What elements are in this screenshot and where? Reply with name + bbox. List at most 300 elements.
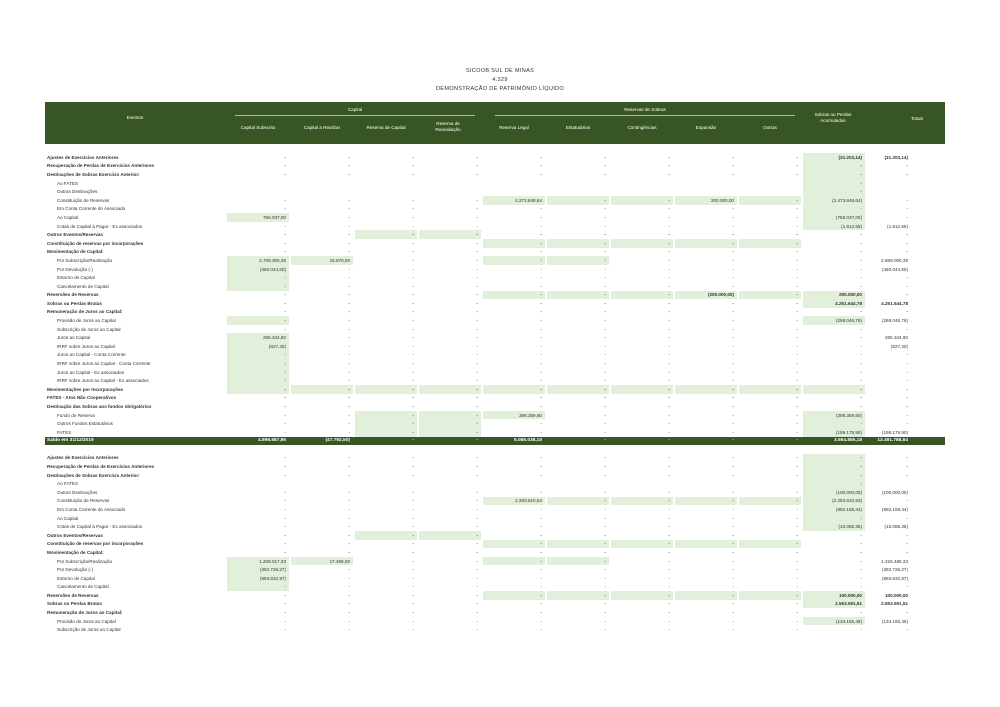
table-row: [45, 316, 945, 325]
value-cell: -: [284, 232, 286, 238]
value-cell: -: [796, 343, 798, 349]
value-cell: -: [412, 584, 414, 590]
value-cell: -: [668, 232, 670, 238]
table-row: [45, 583, 945, 592]
value-cell: -: [739, 196, 801, 205]
value-cell: -: [476, 515, 478, 521]
value-cell: -: [412, 601, 414, 607]
value-cell: -: [284, 197, 286, 203]
value-cell: -: [732, 369, 734, 375]
value-cell: -: [540, 309, 542, 315]
event-label: Remuneração de Juros ao Capital:: [47, 309, 123, 315]
value-cell: -: [284, 601, 286, 607]
value-cell: (268.046,76): [881, 318, 908, 324]
value-cell: -: [732, 326, 734, 332]
value-cell: -: [604, 463, 606, 469]
value-cell: -: [796, 395, 798, 401]
value-cell: -: [284, 541, 286, 547]
value-cell: -: [348, 567, 350, 573]
value-cell: -: [668, 343, 670, 349]
event-label: Recuperação de Perdas de Exercícios Anteriores: [47, 163, 155, 169]
value-cell: (2.473.848,64): [803, 196, 865, 205]
value-cell: -: [668, 369, 670, 375]
value-cell: -: [732, 171, 734, 177]
value-cell: -: [860, 335, 862, 341]
value-cell: [291, 179, 353, 188]
value-cell: -: [284, 524, 286, 530]
value-cell: -: [412, 197, 414, 203]
value-cell: -: [796, 601, 798, 607]
value-cell: -: [668, 361, 670, 367]
value-cell: [227, 479, 289, 488]
value-cell: 2.553.591,51: [803, 600, 865, 609]
table-row: [45, 162, 945, 171]
value-cell: -: [860, 343, 862, 349]
value-cell: -: [476, 455, 478, 461]
value-cell: (268.046,76): [803, 316, 865, 325]
value-cell: -: [796, 318, 798, 324]
value-cell: -: [906, 283, 908, 289]
value-cell: -: [732, 223, 734, 229]
value-cell: -: [604, 249, 606, 255]
value-cell: -: [604, 412, 606, 418]
value-cell: -: [483, 557, 545, 566]
event-label: Juros ao Capital: [57, 335, 91, 341]
table-row: [45, 308, 945, 317]
value-cell: [355, 479, 417, 488]
value-cell: -: [284, 627, 286, 633]
event-label: IRRF sobre Juros ao Capital: [57, 343, 115, 349]
value-cell: -: [540, 421, 542, 427]
value-cell: (993.832,97): [227, 574, 289, 583]
value-cell: -: [668, 532, 670, 538]
value-cell: -: [476, 206, 478, 212]
value-cell: -: [668, 378, 670, 384]
value-cell: -: [906, 232, 908, 238]
value-cell: -: [227, 359, 289, 368]
value-cell: -: [604, 601, 606, 607]
value-cell: -: [668, 438, 670, 444]
value-cell: -: [860, 361, 862, 367]
value-cell: -: [860, 584, 862, 590]
value-cell: -: [412, 498, 414, 504]
value-cell: -: [284, 223, 286, 229]
table-row: [45, 600, 945, 609]
table-row: [45, 222, 945, 231]
value-cell: -: [732, 472, 734, 478]
value-cell: 100.000,00: [803, 591, 865, 600]
value-cell: -: [348, 240, 350, 246]
value-cell: -: [284, 300, 286, 306]
value-cell: -: [412, 558, 414, 564]
value-cell: -: [604, 369, 606, 375]
value-cell: -: [547, 591, 609, 600]
value-cell: -: [284, 618, 286, 624]
value-cell: -: [732, 154, 734, 160]
value-cell: -: [860, 369, 862, 375]
value-cell: -: [547, 557, 609, 566]
value-cell: -: [348, 618, 350, 624]
value-cell: -: [540, 463, 542, 469]
value-cell: -: [604, 335, 606, 341]
value-cell: -: [668, 404, 670, 410]
event-label: [45, 437, 225, 445]
value-cell: -: [540, 584, 542, 590]
event-label: Subscrição de Juros ao Capital: [57, 627, 121, 633]
value-cell: -: [668, 171, 670, 177]
event-label: Outros Fundos Estatutários: [57, 421, 113, 427]
value-cell: -: [540, 335, 542, 341]
value-cell: -: [906, 627, 908, 633]
value-cell: -: [284, 395, 286, 401]
value-cell: -: [348, 163, 350, 169]
event-label: Estorno de Capital: [57, 575, 95, 581]
value-cell: -: [284, 610, 286, 616]
value-cell: -: [906, 361, 908, 367]
value-cell: -: [284, 532, 286, 538]
value-cell: -: [348, 455, 350, 461]
value-cell: -: [604, 309, 606, 315]
value-cell: -: [547, 497, 609, 506]
value-cell: [419, 179, 481, 188]
value-cell: -: [668, 412, 670, 418]
value-cell: -: [540, 352, 542, 358]
value-cell: -: [803, 514, 865, 523]
event-label: FATES - Atos Não Cooperativos: [47, 395, 117, 401]
value-cell: -: [732, 343, 734, 349]
event-label: Ao FATES: [57, 481, 79, 487]
event-label: Cotas de Capital à Pagar - Ex associados: [57, 524, 143, 530]
value-cell: -: [604, 506, 606, 512]
value-cell: -: [906, 326, 908, 332]
value-cell: -: [732, 249, 734, 255]
value-cell: -: [860, 395, 862, 401]
value-cell: -: [348, 154, 350, 160]
value-cell: [291, 479, 353, 488]
value-cell: (199.179,90): [803, 428, 865, 437]
value-cell: -: [906, 421, 908, 427]
value-cell: -: [860, 627, 862, 633]
value-cell: -: [796, 283, 798, 289]
value-cell: -: [540, 232, 542, 238]
value-cell: -: [860, 249, 862, 255]
value-cell: -: [796, 532, 798, 538]
value-cell: -: [412, 575, 414, 581]
value-cell: -: [604, 421, 606, 427]
event-label: Cancelamento de Capital: [57, 283, 109, 289]
value-cell: -: [540, 395, 542, 401]
value-cell: -: [668, 214, 670, 220]
value-cell: (134.165,46): [881, 618, 908, 624]
value-cell: (827,30): [890, 343, 908, 349]
value-cell: 2.869.000,35: [881, 257, 908, 263]
value-cell: [739, 187, 801, 196]
value-cell: -: [611, 239, 673, 248]
value-cell: (31.203,14): [884, 154, 908, 160]
value-cell: -: [796, 404, 798, 410]
value-cell: -: [796, 463, 798, 469]
value-cell: -: [732, 532, 734, 538]
value-cell: [355, 179, 417, 188]
value-cell: -: [476, 601, 478, 607]
value-cell: [355, 187, 417, 196]
value-cell: -: [284, 292, 286, 298]
value-cell: -: [604, 326, 606, 332]
value-cell: [739, 179, 801, 188]
value-cell: -: [668, 257, 670, 263]
event-label: Outras Destinações: [57, 489, 98, 495]
value-cell: -: [796, 455, 798, 461]
table-row: [45, 282, 945, 291]
table-row: [45, 625, 945, 634]
value-cell: -: [547, 256, 609, 265]
value-cell: -: [796, 506, 798, 512]
value-cell: -: [547, 385, 609, 394]
value-cell: -: [540, 610, 542, 616]
table-row: [45, 187, 945, 196]
value-cell: -: [412, 343, 414, 349]
event-label: Reversões de Reservas: [47, 292, 99, 298]
value-cell: -: [796, 275, 798, 281]
value-cell: [739, 479, 801, 488]
value-cell: -: [284, 489, 286, 495]
value-cell: -: [540, 575, 542, 581]
value-cell: (1.912,55): [803, 222, 865, 231]
value-cell: -: [796, 429, 798, 435]
value-cell: -: [732, 283, 734, 289]
value-cell: [611, 179, 673, 188]
value-cell: -: [906, 249, 908, 255]
value-cell: -: [348, 421, 350, 427]
value-cell: -: [675, 540, 737, 549]
value-cell: -: [412, 275, 414, 281]
value-cell: -: [412, 524, 414, 530]
value-cell: -: [604, 532, 606, 538]
value-cell: -: [604, 404, 606, 410]
value-cell: -: [732, 214, 734, 220]
table-row: [45, 617, 945, 626]
value-cell: [291, 187, 353, 196]
value-cell: -: [412, 300, 414, 306]
value-cell: -: [906, 541, 908, 547]
value-cell: -: [412, 309, 414, 315]
value-cell: -: [796, 300, 798, 306]
value-cell: -: [540, 361, 542, 367]
value-cell: -: [476, 292, 478, 298]
value-cell: -: [611, 591, 673, 600]
value-cell: (382.726,27): [227, 565, 289, 574]
value-cell: -: [412, 223, 414, 229]
value-cell: -: [796, 214, 798, 220]
value-cell: -: [906, 549, 908, 555]
value-cell: -: [476, 489, 478, 495]
value-cell: -: [348, 575, 350, 581]
table-row: [45, 325, 945, 334]
value-cell: -: [611, 196, 673, 205]
value-cell: -: [668, 515, 670, 521]
value-cell: -: [419, 531, 481, 540]
value-cell: -: [732, 610, 734, 616]
value-cell: -: [604, 352, 606, 358]
value-cell: -: [796, 515, 798, 521]
table-row: [45, 248, 945, 257]
value-cell: -: [668, 154, 670, 160]
event-label: Sobras ou Perdas Brutas: [47, 300, 102, 306]
value-cell: -: [604, 300, 606, 306]
table-row: [45, 514, 945, 523]
table-row: [45, 256, 945, 265]
reserves-group-rule: [495, 115, 795, 116]
value-cell: -: [348, 378, 350, 384]
value-cell: -: [796, 575, 798, 581]
value-cell: -: [412, 326, 414, 332]
value-cell: -: [604, 214, 606, 220]
value-cell: -: [732, 429, 734, 435]
event-label: Reversões de Reservas: [47, 592, 99, 598]
value-cell: -: [412, 395, 414, 401]
value-cell: -: [348, 404, 350, 410]
value-cell: -: [540, 326, 542, 332]
value-cell: -: [476, 438, 478, 444]
value-cell: -: [906, 240, 908, 246]
table-row: [45, 505, 945, 514]
value-cell: -: [604, 283, 606, 289]
col-capital-realizar: Capital a Realizar: [303, 125, 341, 130]
value-cell: -: [803, 385, 865, 394]
value-cell: -: [668, 558, 670, 564]
value-cell: -: [803, 170, 865, 179]
value-cell: -: [604, 429, 606, 435]
value-cell: -: [348, 429, 350, 435]
value-cell: -: [483, 540, 545, 549]
value-cell: -: [803, 471, 865, 480]
table-row: [45, 291, 945, 300]
value-cell: -: [540, 455, 542, 461]
value-cell: -: [412, 455, 414, 461]
value-cell: -: [284, 240, 286, 246]
value-cell: -: [604, 567, 606, 573]
value-cell: -: [604, 163, 606, 169]
col-reserva-legal: Reserva Legal: [499, 125, 529, 130]
value-cell: -: [547, 291, 609, 300]
value-cell: -: [739, 291, 801, 300]
value-cell: -: [348, 584, 350, 590]
value-cell: -: [547, 196, 609, 205]
value-cell: -: [906, 292, 908, 298]
event-label: Movimentações por Incorporações: [47, 386, 124, 392]
value-cell: -: [348, 541, 350, 547]
value-cell: -: [860, 309, 862, 315]
value-cell: -: [348, 249, 350, 255]
value-cell: -: [611, 497, 673, 506]
event-label: Juros ao Capital - Conta Corrente: [57, 352, 126, 358]
value-cell: -: [732, 567, 734, 573]
equity-statement-table: [45, 102, 945, 634]
value-cell: -: [796, 610, 798, 616]
value-cell: -: [348, 524, 350, 530]
col-contingencias: Contingências: [627, 125, 657, 130]
value-cell: -: [476, 369, 478, 375]
value-cell: -: [732, 412, 734, 418]
value-cell: (47.792,50): [325, 438, 350, 444]
value-cell: 4.251.644,78: [803, 299, 865, 308]
value-cell: -: [412, 489, 414, 495]
value-cell: -: [419, 411, 481, 420]
value-cell: (993.832,97): [881, 575, 908, 581]
value-cell: -: [796, 618, 798, 624]
value-cell: -: [476, 171, 478, 177]
value-cell: -: [284, 154, 286, 160]
value-cell: -: [476, 472, 478, 478]
value-cell: (200.000,00): [675, 291, 737, 300]
value-cell: -: [732, 352, 734, 358]
value-cell: -: [906, 404, 908, 410]
value-cell: -: [906, 369, 908, 375]
value-cell: -: [540, 601, 542, 607]
value-cell: -: [476, 283, 478, 289]
document-title: DEMONSTRAÇÃO DE PATRIMÔNIO LÍQUIDO: [435, 86, 565, 92]
value-cell: -: [476, 240, 478, 246]
value-cell: -: [604, 206, 606, 212]
value-cell: -: [860, 257, 862, 263]
value-cell: -: [906, 163, 908, 169]
value-cell: -: [412, 567, 414, 573]
event-label: Cotas de Capital à Pagar - Ex associados: [57, 223, 143, 229]
value-cell: (10.088,35): [803, 522, 865, 531]
value-cell: -: [732, 575, 734, 581]
value-cell: -: [227, 385, 289, 394]
value-cell: [483, 479, 545, 488]
value-cell: -: [796, 309, 798, 315]
value-cell: -: [668, 318, 670, 324]
value-cell: -: [796, 438, 798, 444]
value-cell: -: [906, 197, 908, 203]
value-cell: -: [355, 385, 417, 394]
value-cell: -: [476, 618, 478, 624]
value-cell: -: [476, 257, 478, 263]
value-cell: -: [732, 232, 734, 238]
event-label: Destinações de Sobras Exercício Anterior:: [47, 171, 140, 177]
value-cell: -: [803, 187, 865, 196]
value-cell: -: [483, 385, 545, 394]
table-row: [45, 471, 945, 480]
value-cell: -: [476, 214, 478, 220]
value-cell: -: [604, 343, 606, 349]
value-cell: -: [611, 291, 673, 300]
value-cell: -: [796, 361, 798, 367]
value-cell: -: [284, 549, 286, 555]
value-cell: -: [906, 610, 908, 616]
value-cell: -: [348, 352, 350, 358]
value-cell: -: [284, 171, 286, 177]
value-cell: -: [732, 275, 734, 281]
value-cell: (480.044,60): [227, 265, 289, 274]
event-label: Ao Capital: [57, 515, 79, 521]
value-cell: -: [860, 558, 862, 564]
col-outras: Outras: [763, 125, 777, 130]
value-cell: -: [540, 472, 542, 478]
value-cell: -: [291, 385, 353, 394]
value-cell: -: [860, 352, 862, 358]
value-cell: -: [732, 524, 734, 530]
table-row: [45, 213, 945, 222]
value-cell: -: [540, 206, 542, 212]
value-cell: -: [796, 369, 798, 375]
value-cell: (480.044,60): [881, 266, 908, 272]
value-cell: -: [732, 506, 734, 512]
event-label: Subscrição de Juros ao Capital: [57, 326, 121, 332]
value-cell: -: [906, 206, 908, 212]
